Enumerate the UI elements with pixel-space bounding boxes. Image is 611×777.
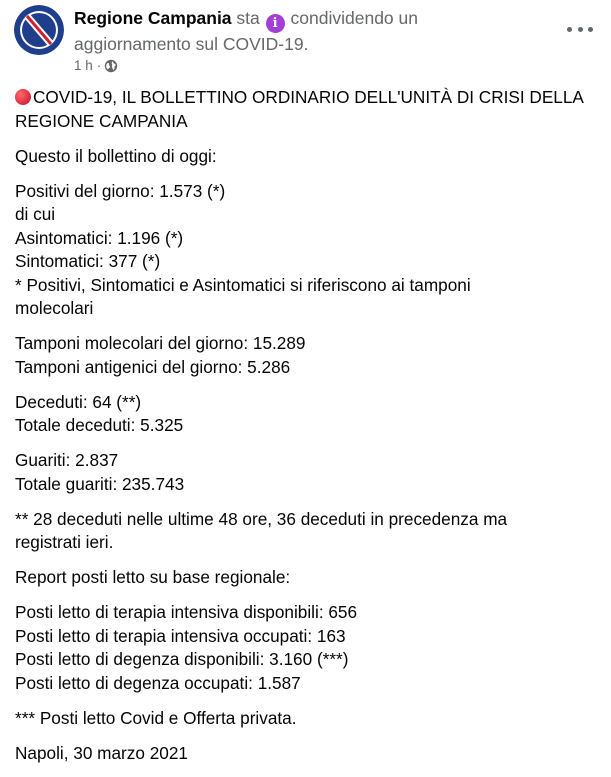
positivi-line: Positivi del giorno: 1.573 (*) bbox=[15, 180, 226, 201]
title-line-1: COVID-19, IL BOLLETTINO ORDINARIO DELL'UNITÀ DI CRISI DELLA bbox=[33, 87, 584, 107]
beds-paragraph bbox=[15, 601, 600, 695]
note2-line-1: ** 28 deceduti nelle ultime 48 ore, 36 deceduti in precedenza ma bbox=[15, 508, 508, 529]
signature-line: Napoli, 30 marzo 2021 bbox=[15, 742, 188, 763]
deceduti-line: Deceduti: 64 (**) bbox=[15, 391, 142, 412]
dot-2 bbox=[578, 27, 583, 32]
post-meta bbox=[74, 57, 118, 75]
more-options-icon[interactable] bbox=[567, 19, 593, 39]
intro-paragraph bbox=[15, 145, 600, 169]
tests-paragraph bbox=[15, 332, 600, 379]
note1-line-1: * Positivi, Sintomatici e Asintomatici si riferiscono ai tamponi bbox=[15, 274, 471, 295]
post-body bbox=[15, 86, 600, 777]
post-author-line bbox=[74, 7, 514, 56]
meta-separator: · bbox=[96, 58, 102, 73]
totale-deceduti-line: Totale deceduti: 5.325 bbox=[15, 415, 184, 435]
tamponi-antigenici-line: Tamponi antigenici del giorno: 5.286 bbox=[15, 356, 291, 377]
page-name-link[interactable]: Regione Campania bbox=[74, 8, 232, 28]
info-icon: i bbox=[266, 14, 285, 33]
report-line: Report posti letto su base regionale: bbox=[15, 567, 291, 587]
note1-line-2: molecolari bbox=[15, 298, 94, 318]
ti-disponibili-line: Posti letto di terapia intensiva disponibili: 656 bbox=[15, 602, 358, 622]
title-line-2: REGIONE CAMPANIA bbox=[15, 110, 188, 131]
red-circle-icon bbox=[15, 89, 31, 105]
dot-1 bbox=[567, 27, 572, 32]
intro-text: Questo il bollettino di oggi: bbox=[15, 145, 217, 166]
ti-occupati-line: Posti letto di terapia intensiva occupati: 163 bbox=[15, 625, 346, 646]
bulletin-title bbox=[15, 86, 600, 133]
positives-paragraph bbox=[15, 180, 600, 321]
totale-guariti-line: Totale guariti: 235.743 bbox=[15, 473, 185, 494]
deaths-paragraph bbox=[15, 391, 600, 438]
action-prefix: sta bbox=[236, 8, 260, 28]
guariti-line: Guariti: 2.837 bbox=[15, 450, 119, 470]
note3-paragraph bbox=[15, 707, 600, 731]
degenza-occupati-line: Posti letto di degenza occupati: 1.587 bbox=[15, 672, 301, 693]
dot-3 bbox=[588, 27, 593, 32]
post-header bbox=[14, 5, 597, 75]
globe-icon[interactable] bbox=[104, 59, 118, 73]
tamponi-molecolari-line: Tamponi molecolari del giorno: 15.289 bbox=[15, 333, 306, 353]
degenza-disponibili-line: Posti letto di degenza disponibili: 3.160 (***) bbox=[15, 649, 349, 669]
sintomatici-line: Sintomatici: 377 (*) bbox=[15, 251, 161, 271]
report-paragraph bbox=[15, 566, 600, 590]
recovered-paragraph bbox=[15, 449, 600, 496]
action-text: condividendo un aggiornamento sul COVID-19. bbox=[74, 8, 418, 54]
signature-paragraph bbox=[15, 742, 600, 766]
note2-line-2: registrati ieri. bbox=[15, 532, 114, 552]
page-avatar[interactable] bbox=[14, 5, 64, 55]
note3-line: *** Posti letto Covid e Offerta privata. bbox=[15, 707, 297, 728]
di-cui-line: di cui bbox=[15, 204, 56, 224]
post-time-link[interactable]: 1 h bbox=[74, 58, 93, 73]
note2-paragraph bbox=[15, 508, 600, 555]
regione-campania-logo bbox=[14, 5, 64, 55]
asintomatici-line: Asintomatici: 1.196 (*) bbox=[15, 227, 184, 248]
